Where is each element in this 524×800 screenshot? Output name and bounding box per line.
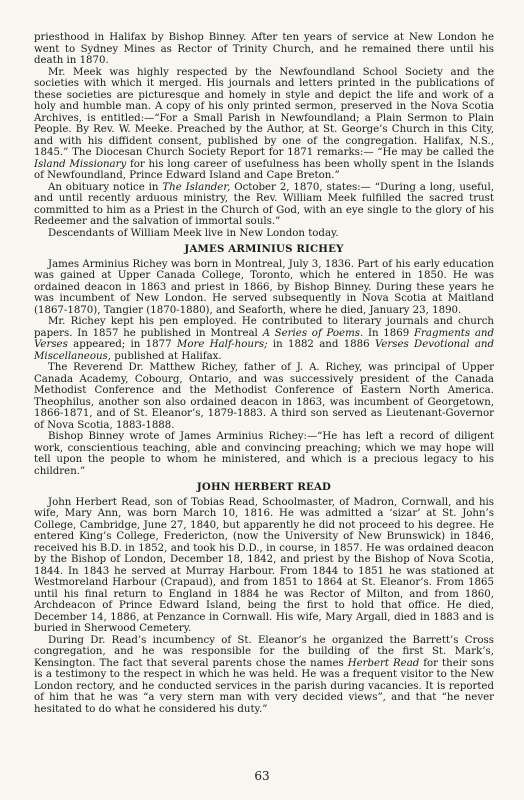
paragraph-read-biography: John Herbert Read, son of Tobias Read, Schoolmaster, of Madron, Cornwall, and his wife, Mary Ann, was born March 10, 1816. He was admitted a ‘sizar’ at St. John’s College, Cambridge, June 27, 1840, but apparently he did not proceed to his degree. He entered King’s College, Fredericton, (now the University of New Brunswick) in 1846, received his B.D. in 1852, and took his D.D., in course, in 1857. He was ordained deacon by the Bishop of London, December 18, 1842, and priest by the Bishop of Nova Scotia, 1844. In 1843 he served at Murray Harbour. From 1844 to 1851 he was stationed at Westmoreland Harbour (Crapaud), and from 1851 to 1864 at St. Eleanor’s. From 1865 until his final return to England in 1884 he was Rector of Milton, and from 1860, Archdeacon of Prince Edward Island, being the first to hold that office. He died, December 14, 1886, at Penzance in Cornwall. His wife, Mary Argall, died in 1883 and is buried in Sherwood Cemetery. <box>34 496 494 634</box>
paragraph-richey-family: The Reverend Dr. Matthew Richey, father of J. A. Richey, was principal of Upper Canada Academy, Cobourg, Ontario, and was successively president of the Canada Methodist Conference and the Methodist Conference of Eastern North America. Theophilus, another son also ordained deacon in 1863, was incumbent of Georgetown, 1866-1871, and of St. Eleanor’s, 1879-1883. A third son served as Lieutenant-Governor of Nova Scotia, 1883-1888. <box>34 362 494 431</box>
section-heading-read: JOHN HERBERT READ <box>196 481 332 493</box>
paragraph-meek-respected: Mr. Meek was highly respected by the Newfoundland School Society and the societies with which it merged. His journals and letters printed in the publications of these societies are picturesque and homely in style and depict the life and work of a holy and humble man. A copy of his only printed sermon, preserved in the Nova Scotia Archives, is entitled:—“For a Small Parish in Newfoundland; a Plain Sermon to Plain People. By Rev. W. Meeke. Preached by the Author, at St. George’s Church in this City, and with his diffident consent, published by one of the congregation. Halifax, N.S., 1845.” The Diocesan Church Society Report for 1871 remarks:— “He may be called the Island Missionary for his long career of usefulness has been wholly spent in the Islands of Newfoundland, Prince Edward Island and Cape Breton.” <box>34 66 494 181</box>
paragraph-richey-publications: Mr. Richey kept his pen employed. He contributed to literary journals and church papers. In 1857 he published in Montreal A Series of Poems. In 1869 Fragments and Verses appeared; in 1877 More Half-hours; in 1882 and 1886 Verses Devotional and Miscellaneous, published at Halifax. <box>34 316 494 362</box>
page-number: 63 <box>254 769 270 783</box>
paragraph-meek-obituary: An obituary notice in The Islander, October 2, 1870, states:— “During a long, useful, and until recently arduous ministry, the Rev. William Meek fulfilled the sacred trust committed to him as a Priest in the Church of God, with an eye single to the glory of his Redeemer and the salvation of immortal souls.” <box>34 181 494 227</box>
paragraph-meek-descendants: Descendants of William Meek live in New London today. <box>48 227 339 239</box>
paragraph-read-incumbency: During Dr. Read’s incumbency of St. Eleanor’s he organized the Barrett’s Cross congregation, and he was responsible for the building of the first St. Mark’s, Kensington. The fact that several parents chose the names Herbert Read for their sons is a testimony to the respect in which he was held. He was a frequent visitor to the New London rectory, and he conducted services in the parish during vacancies. It is reported of him that he was “a very stern man with very decided views”, and that “he never hesitated to do what he considered his duty.” <box>34 634 494 715</box>
section-heading-richey: JAMES ARMINIUS RICHEY <box>184 243 344 255</box>
document-page <box>34 32 494 715</box>
paragraph-richey-binney: Bishop Binney wrote of James Arminius Richey:—“He has left a record of diligent work, conscientious teaching, able and convincing preaching; which we may hope will tell upon the people to whom he ministered, and which is a precious legacy to his children.” <box>34 431 494 477</box>
paragraph-meek-priesthood: priesthood in Halifax by Bishop Binney. After ten years of service at New London he went to Sydney Mines as Rector of Trinity Church, and he remained there until his death in 1870. <box>34 32 494 66</box>
paragraph-richey-birth: James Arminius Richey was born in Montreal, July 3, 1836. Part of his early education was gained at Upper Canada College, Toronto, which he entered in 1850. He was ordained deacon in 1863 and priest in 1866, by Bishop Binney. During these years he was incumbent of New London. He served subsequently in Nova Scotia at Maitland (1867-1870), Tangier (1870-1880), and Seaforth, where he died, January 23, 1890. <box>34 258 494 316</box>
